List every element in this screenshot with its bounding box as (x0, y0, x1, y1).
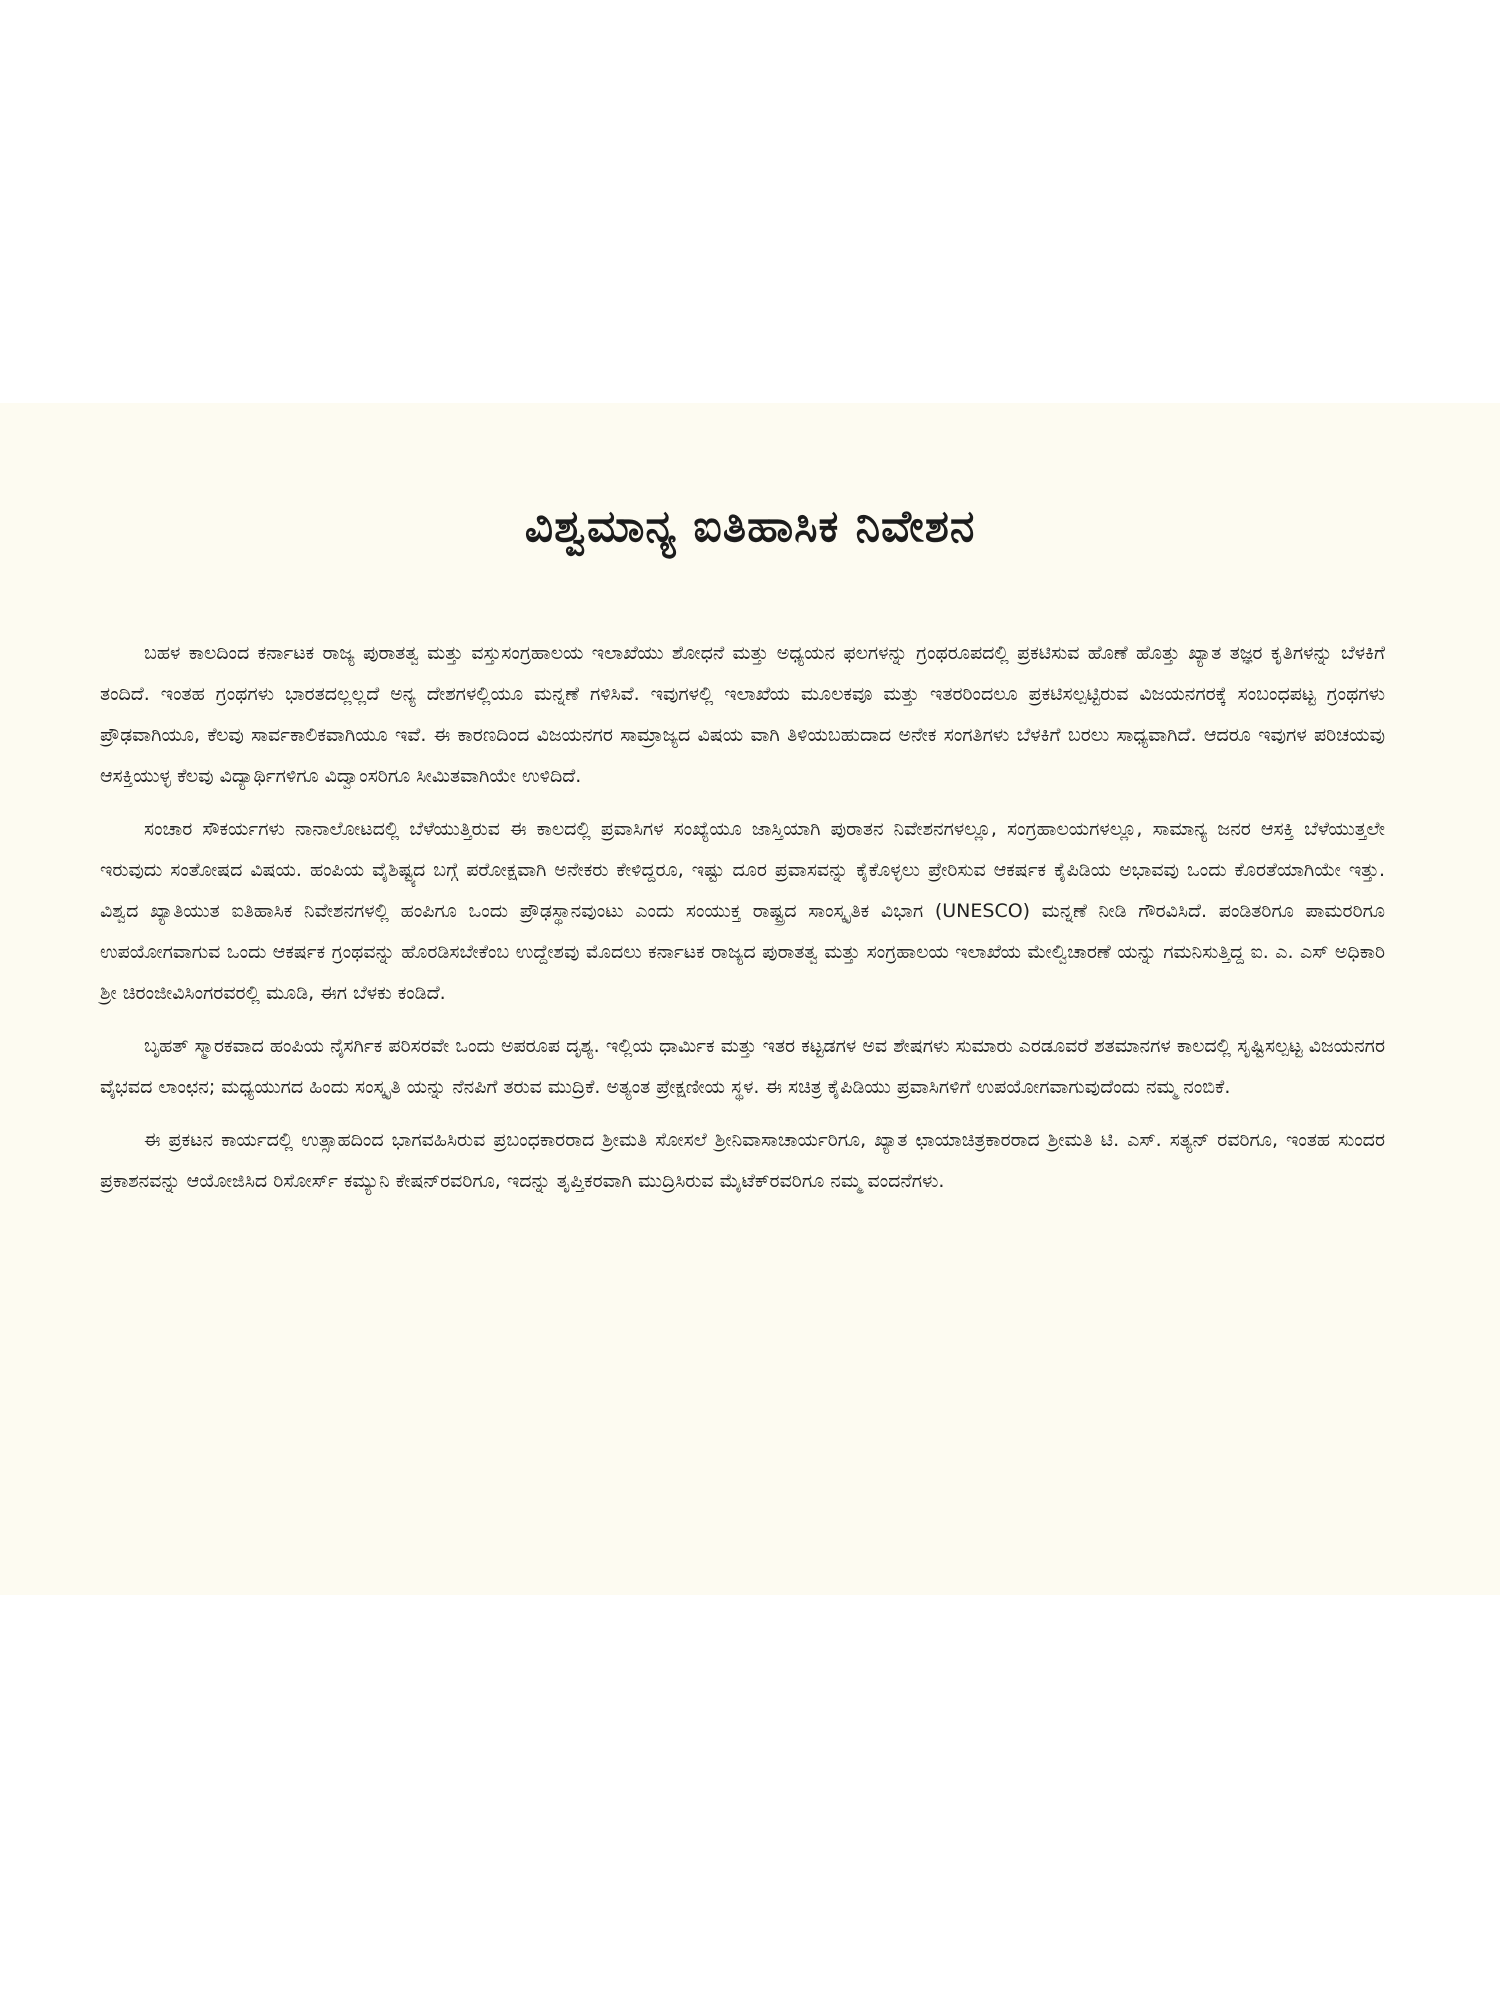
paragraph-1: ಬಹಳ ಕಾಲದಿಂದ ಕರ್ನಾಟಕ ರಾಜ್ಯ ಪುರಾತತ್ವ ಮತ್ತು ವಸ್ತುಸಂಗ್ರಹಾಲಯ ಇಲಾಖೆಯು ಶೋಧನೆ ಮತ್ತು ಅಧ್ಯಯನ ಫಲಗಳನ್ನು ಗ್ರಂಥರೂಪದಲ್ಲಿ ಪ್ರಕಟಿಸುವ ಹೊಣೆ ಹೊತ್ತು ಖ್ಯಾತ ತಜ್ಞರ ಕೃತಿಗಳನ್ನು ಬೆಳಕಿಗೆ ತಂದಿದೆ. ಇಂತಹ ಗ್ರಂಥಗಳು ಭಾರತದಲ್ಲಲ್ಲದೆ ಅನ್ಯ ದೇಶಗಳಲ್ಲಿಯೂ ಮನ್ನಣೆ ಗಳಿಸಿವೆ. ಇವುಗಳಲ್ಲಿ ಇಲಾಖೆಯ ಮೂಲಕವೂ ಮತ್ತು ಇತರರಿಂದಲೂ ಪ್ರಕಟಿಸಲ್ಪಟ್ಟಿರುವ ವಿಜಯನಗರಕ್ಕೆ ಸಂಬಂಧಪಟ್ಟ ಗ್ರಂಥಗಳು ಪ್ರೌಢವಾಗಿಯೂ, ಕೆಲವು ಸಾರ್ವಕಾಲಿಕವಾಗಿಯೂ ಇವೆ. ಈ ಕಾರಣದಿಂದ ವಿಜಯನಗರ ಸಾಮ್ರಾಜ್ಯದ ವಿಷಯ ವಾಗಿ ತಿಳಿಯಬಹುದಾದ ಅನೇಕ ಸಂಗತಿಗಳು ಬೆಳಕಿಗೆ ಬರಲು ಸಾಧ್ಯವಾಗಿದೆ. ಆದರೂ ಇವುಗಳ ಪರಿಚಯವು ಆಸಕ್ತಿಯುಳ್ಳ ಕೆಲವು ವಿದ್ಯಾರ್ಥಿಗಳಿಗೂ ವಿದ್ವಾಂಸರಿಗೂ ಸೀಮಿತವಾಗಿಯೇ ಉಳಿದಿದೆ. (100, 642, 1385, 787)
document-page (0, 403, 1500, 1595)
paragraph-3: ಬೃಹತ್ ಸ್ಮಾರಕವಾದ ಹಂಪಿಯ ನೈಸರ್ಗಿಕ ಪರಿಸರವೇ ಒಂದು ಅಪರೂಪ ದೃಶ್ಯ. ಇಲ್ಲಿಯ ಧಾರ್ಮಿಕ ಮತ್ತು ಇತರ ಕಟ್ಟಡಗಳ ಅವ ಶೇಷಗಳು ಸುಮಾರು ಎರಡೂವರೆ ಶತಮಾನಗಳ ಕಾಲದಲ್ಲಿ ಸೃಷ್ಟಿಸಲ್ಪಟ್ಟ ವಿಜಯನಗರ ವೈಭವದ ಲಾಂಛನ; ಮಧ್ಯಯುಗದ ಹಿಂದು ಸಂಸ್ಕೃತಿ ಯನ್ನು ನೆನಪಿಗೆ ತರುವ ಮುದ್ರಿಕೆ. ಅತ್ಯಂತ ಪ್ರೇಕ್ಷಣೀಯ ಸ್ಥಳ. ಈ ಸಚಿತ್ರ ಕೈಪಿಡಿಯು ಪ್ರವಾಸಿಗಳಿಗೆ ಉಪಯೋಗವಾಗುವುದೆಂದು ನಮ್ಮ ನಂಬಿಕೆ. (100, 1035, 1385, 1098)
body-text (100, 633, 1385, 1214)
paragraph-4: ಈ ಪ್ರಕಟನ ಕಾರ್ಯದಲ್ಲಿ ಉತ್ಸಾಹದಿಂದ ಭಾಗವಹಿಸಿರುವ ಪ್ರಬಂಧಕಾರರಾದ ಶ್ರೀಮತಿ ಸೋಸಲೆ ಶ್ರೀನಿವಾಸಾಚಾರ್ಯರಿಗೂ, ಖ್ಯಾತ ಛಾಯಾಚಿತ್ರಕಾರರಾದ ಶ್ರೀಮತಿ ಟಿ. ಎಸ್. ಸತ್ಯನ್ ರವರಿಗೂ, ಇಂತಹ ಸುಂದರ ಪ್ರಕಾಶನವನ್ನು ಆಯೋಜಿಸಿದ ರಿಸೋರ್ಸ್ ಕಮ್ಯುನಿ ಕೇಷನ್‌ರವರಿಗೂ, ಇದನ್ನು ತೃಪ್ತಿಕರವಾಗಿ ಮುದ್ರಿಸಿರುವ ಮೈಟೆಕ್‌ರವರಿಗೂ ನಮ್ಮ ವಂದನೆಗಳು. (100, 1129, 1385, 1192)
page-title: ವಿಶ್ವಮಾನ್ಯ ಐತಿಹಾಸಿಕ ನಿವೇಶನ (524, 501, 976, 552)
paragraph-2: ಸಂಚಾರ ಸೌಕರ್ಯಗಳು ನಾನಾಲೋಟದಲ್ಲಿ ಬೆಳೆಯುತ್ತಿರುವ ಈ ಕಾಲದಲ್ಲಿ ಪ್ರವಾಸಿಗಳ ಸಂಖ್ಯೆಯೂ ಜಾಸ್ತಿಯಾಗಿ ಪುರಾತನ ನಿವೇಶನಗಳಲ್ಲೂ, ಸಂಗ್ರಹಾಲಯಗಳಲ್ಲೂ, ಸಾಮಾನ್ಯ ಜನರ ಆಸಕ್ತಿ ಬೆಳೆಯುತ್ತಲೇ ಇರುವುದು ಸಂತೋಷದ ವಿಷಯ. ಹಂಪಿಯ ವೈಶಿಷ್ಟ್ಯದ ಬಗ್ಗೆ ಪರೋಕ್ಷವಾಗಿ ಅನೇಕರು ಕೇಳಿದ್ದರೂ, ಇಷ್ಟು ದೂರ ಪ್ರವಾಸವನ್ನು ಕೈಕೊಳ್ಳಲು ಪ್ರೇರಿಸುವ ಆಕರ್ಷಕ ಕೈಪಿಡಿಯ ಅಭಾವವು ಒಂದು ಕೊರತೆಯಾಗಿಯೇ ಇತ್ತು. ವಿಶ್ವದ ಖ್ಯಾತಿಯುತ ಐತಿಹಾಸಿಕ ನಿವೇಶನಗಳಲ್ಲಿ ಹಂಪಿಗೂ ಒಂದು ಪ್ರೌಢಸ್ಥಾನವುಂಟು ಎಂದು ಸಂಯುಕ್ತ ರಾಷ್ಟ್ರದ ಸಾಂಸ್ಕೃತಿಕ ವಿಭಾಗ (UNESCO) ಮನ್ನಣೆ ನೀಡಿ ಗೌರವಿಸಿದೆ. ಪಂಡಿತರಿಗೂ ಪಾಮರರಿಗೂ ಉಪಯೋಗವಾಗುವ ಒಂದು ಆಕರ್ಷಕ ಗ್ರಂಥವನ್ನು ಹೊರಡಿಸಬೇಕೆಂಬ ಉದ್ದೇಶವು ಮೊದಲು ಕರ್ನಾಟಕ ರಾಜ್ಯದ ಪುರಾತತ್ವ ಮತ್ತು ಸಂಗ್ರಹಾಲಯ ಇಲಾಖೆಯ ಮೇಲ್ವಿಚಾರಣೆ ಯನ್ನು ಗಮನಿಸುತ್ತಿದ್ದ ಐ. ಎ. ಎಸ್ ಅಧಿಕಾರಿ ಶ್ರೀ ಚಿರಂಜೀವಿಸಿಂಗರವರಲ್ಲಿ ಮೂಡಿ, ಈಗ ಬೆಳಕು ಕಂಡಿದೆ. (100, 818, 1385, 1004)
